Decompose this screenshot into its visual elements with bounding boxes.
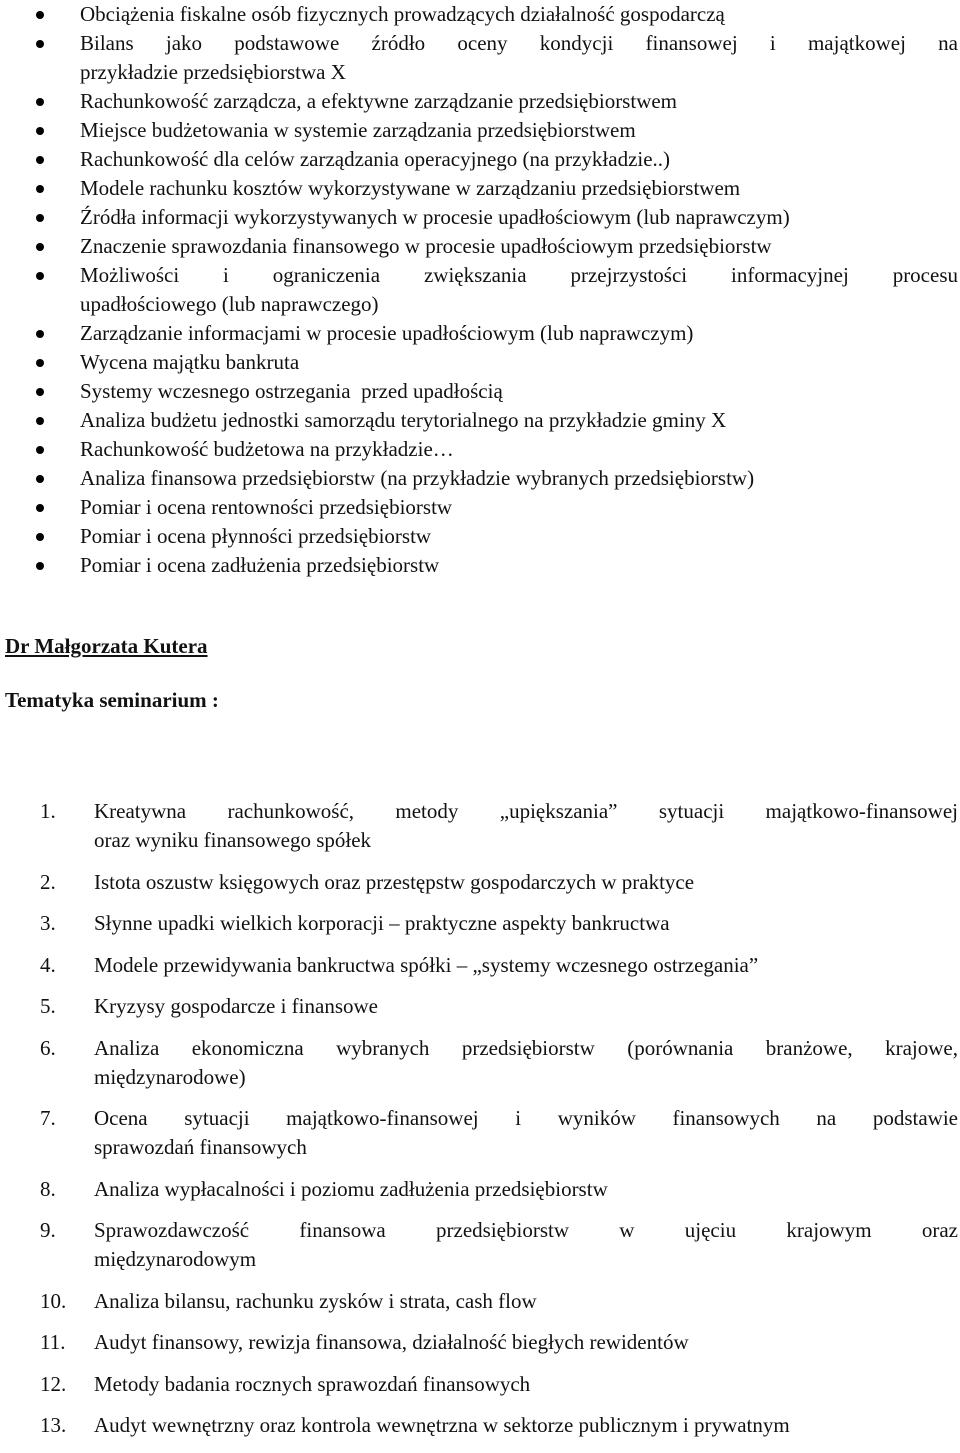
bullet-icon <box>36 562 44 570</box>
bullet-list <box>0 0 960 580</box>
list-item: Modele rachunku kosztów wykorzystywane w zarządzaniu przedsiębiorstwem <box>0 174 960 203</box>
list-item: Analiza budżetu jednostki samorządu terytorialnego na przykładzie gminy X <box>0 406 960 435</box>
item-number: 7. <box>40 1106 56 1130</box>
list-item: Zarządzanie informacjami w procesie upadłościowym (lub naprawczym) <box>0 319 960 348</box>
item-number: 12. <box>40 1371 67 1396</box>
list-item: Rachunkowość zarządcza, a efektywne zarządzanie przedsiębiorstwem <box>0 87 960 116</box>
item-number: 13. <box>40 1413 67 1437</box>
list-item: Analiza finansowa przedsiębiorstw (na przykładzie wybranych przedsiębiorstw) <box>0 464 960 493</box>
list-item: 7. Ocena sytuacji majątkowo-finansowej i wyników finansowych na podstawie sprawozdań finansowych <box>40 1106 958 1159</box>
list-item: Możliwości i ograniczenia zwiększania przejrzystości informacyjnej procesu upadłościowego (lub naprawczego) <box>0 261 960 319</box>
bullet-icon <box>36 359 44 367</box>
list-item: 3. Słynne upadki wielkich korporacji – praktyczne aspekty bankructwa <box>0 909 960 938</box>
list-item: 13. Audyt wewnętrzny oraz kontrola wewnętrzna w sektorze publicznym i prywatnym <box>0 1411 960 1440</box>
list-item: 8. Analiza wypłacalności i poziomu zadłużenia przedsiębiorstw <box>0 1175 960 1204</box>
list-item: Miejsce budżetowania w systemie zarządzania przedsiębiorstwem <box>0 116 960 145</box>
bullet-icon <box>36 98 44 106</box>
item-number: 1. <box>40 799 56 823</box>
list-item: Pomiar i ocena płynności przedsiębiorstw <box>0 522 960 551</box>
item-number: 2. <box>40 869 56 894</box>
item-number: 3. <box>40 911 56 935</box>
bullet-icon <box>36 475 44 483</box>
list-item: 2. Istota oszustw księgowych oraz przestępstw gospodarczych w praktyce <box>0 868 960 897</box>
list-item: Rachunkowość budżetowa na przykładzie… <box>0 435 960 464</box>
supervisor-name: Dr Małgorzata Kutera <box>5 634 208 658</box>
list-item: Pomiar i ocena rentowności przedsiębiorstw <box>0 493 960 522</box>
item-number: 5. <box>40 994 56 1018</box>
bullet-icon <box>36 156 44 164</box>
item-number: 9. <box>40 1218 56 1242</box>
list-item: Pomiar i ocena zadłużenia przedsiębiorstw <box>0 551 960 580</box>
list-item: Znaczenie sprawozdania finansowego w procesie upadłościowym przedsiębiorstw <box>0 232 960 261</box>
list-item: 11. Audyt finansowy, rewizja finansowa, działalność biegłych rewidentów <box>0 1328 960 1357</box>
topics-heading: Tematyka seminarium : <box>5 688 219 712</box>
list-item: Obciążenia fiskalne osób fizycznych prowadzących działalność gospodarczą <box>0 0 960 29</box>
list-item: 9. Sprawozdawczość finansowa przedsiębiorstw w ujęciu krajowym oraz międzynarodowym <box>40 1218 958 1271</box>
item-number: 4. <box>40 952 56 977</box>
item-number: 11. <box>40 1330 66 1354</box>
bullet-icon <box>36 330 44 338</box>
topics-list <box>0 797 960 1453</box>
bullet-icon <box>36 40 44 48</box>
list-item: Źródła informacji wykorzystywanych w procesie upadłościowym (lub naprawczym) <box>0 203 960 232</box>
list-item: 1. Kreatywna rachunkowość, metody „upiększania” sytuacji majątkowo-finansowej oraz wyniku finansowego spółek <box>40 799 958 852</box>
list-item: 10. Analiza bilansu, rachunku zysków i strata, cash flow <box>0 1287 960 1316</box>
list-item: 4. Modele przewidywania bankructwa spółki – „systemy wczesnego ostrzegania” <box>0 951 960 980</box>
bullet-icon <box>36 388 44 396</box>
bullet-icon <box>36 214 44 222</box>
list-item: Rachunkowość dla celów zarządzania operacyjnego (na przykładzie..) <box>0 145 960 174</box>
bullet-icon <box>36 243 44 251</box>
bullet-icon <box>36 533 44 541</box>
list-item: Systemy wczesnego ostrzegania przed upadłością <box>0 377 960 406</box>
bullet-icon <box>36 11 44 19</box>
item-number: 10. <box>40 1288 67 1313</box>
bullet-icon <box>36 185 44 193</box>
bullet-icon <box>36 446 44 454</box>
list-item: Wycena majątku bankruta <box>0 348 960 377</box>
item-number: 6. <box>40 1035 56 1060</box>
bullet-icon <box>36 417 44 425</box>
list-item: Bilans jako podstawowe źródło oceny kondycji finansowej i majątkowej na przykładzie przedsiębiorstwa X <box>0 29 960 87</box>
bullet-icon <box>36 127 44 135</box>
list-item: 12. Metody badania rocznych sprawozdań finansowych <box>0 1370 960 1399</box>
bullet-icon <box>36 272 44 280</box>
list-item: 6. Analiza ekonomiczna wybranych przedsiębiorstw (porównania branżowe, krajowe, międzynarodowe) <box>40 1035 958 1089</box>
bullet-icon <box>36 504 44 512</box>
list-item: 5. Kryzysy gospodarcze i finansowe <box>0 992 960 1021</box>
item-number: 8. <box>40 1176 56 1201</box>
